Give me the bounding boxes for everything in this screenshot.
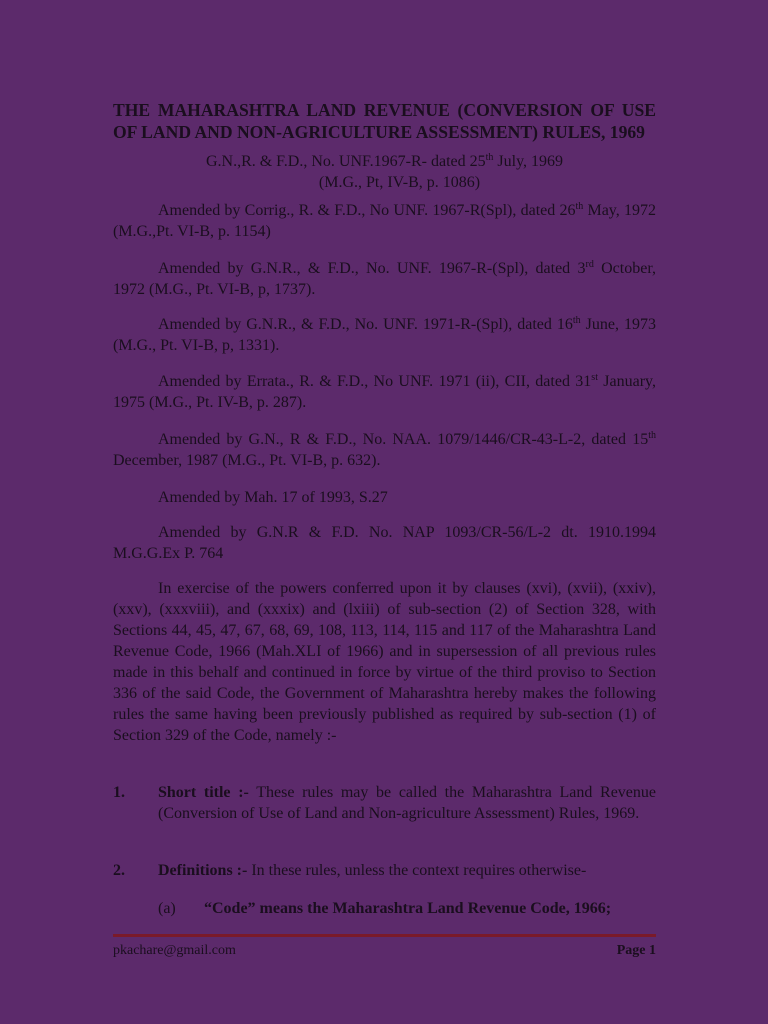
rule-1 (113, 782, 656, 824)
notification-line: G.N.,R. & F.D., No. UNF.1967-R- dated 25th July, 1969 (205, 152, 564, 170)
definition-a-label: (a) (158, 900, 176, 917)
rule-2-body (158, 860, 656, 881)
amendment-1: Amended by Corrig., R. & F.D., No UNF. 1967-R(Spl), dated 26th May, 1972 (M.G.,Pt. VI-B, p. 1154) (113, 201, 656, 240)
definition-a (158, 898, 656, 919)
rule-2-text: In these rules, unless the context requires otherwise- (247, 862, 587, 879)
rule-1-number: 1. (113, 784, 125, 801)
preamble-paragraph: In exercise of the powers conferred upon it by clauses (xvi), (xvii), (xxiv), (xxv), (xxxviii), and (xxxix) and (lxiii) of sub-section (2) of Section 328, with Sections 44, 45, 47, 67, 68, 69, 108, 113, 114, 115 and 117 of the Maharashtra Land Revenue Code, 1966 (Mah.XLI of 1966) and in supersession of all previous rules made in this behalf and continued in force by virtue of the third proviso to Section 336 of the said Code, the Government of Maharashtra hereby makes the following rules the same having been previously published as required by sub-section (1) of Section 329 of the Code, namely :- (113, 580, 656, 744)
amendment-6: Amended by Mah. 17 of 1993, S.27 (158, 489, 388, 506)
rule-2-number: 2. (113, 862, 125, 879)
footer-page-number: Page 1 (616, 943, 656, 958)
amendment-2: Amended by G.N.R., & F.D., No. UNF. 1967-R-(Spl), dated 3rd October, 1972 (M.G., Pt. VI-B, p, 1737). (113, 259, 657, 298)
amendment-4: Amended by Errata., R. & F.D., No UNF. 1971 (ii), CII, dated 31st January, 1975 (M.G., Pt. IV-B, p. 287). (113, 372, 657, 411)
gazette-reference: (M.G., Pt, IV-B, p. 1086) (318, 174, 481, 191)
rule-1-text: These rules may be called the Maharashtra Land Revenue (Conversion of Use of Land and Non-agriculture Assessment) Rules, 1969. (158, 784, 657, 822)
footer-divider (113, 934, 656, 937)
rule-1-body (158, 782, 656, 824)
rule-1-heading: Short title :- (158, 784, 249, 801)
definition-a-text: “Code” means the Maharashtra Land Revenue Code, 1966; (204, 900, 612, 917)
footer-email: pkachare@gmail.com (113, 943, 236, 958)
rule-2 (113, 860, 656, 881)
document-title: THE MAHARASHTRA LAND REVENUE (CONVERSION OF USE OF LAND AND NON-AGRICULTURE ASSESSMENT) RULES, 1969 (113, 100, 656, 142)
amendment-3: Amended by G.N.R., & F.D., No. UNF. 1971-R-(Spl), dated 16th June, 1973 (M.G., Pt. VI-B, p, 1331). (113, 315, 657, 354)
rule-2-heading: Definitions :- (158, 862, 248, 879)
amendment-7: Amended by G.N.R & F.D. No. NAP 1093/CR-56/L-2 dt. 1910.1994 M.G.G.Ex P. 764 (113, 524, 656, 562)
amendment-5: Amended by G.N., R & F.D., No. NAA. 1079/1446/CR-43-L-2, dated 15th December, 1987 (M.G., Pt. VI-B, p. 632). (113, 430, 656, 469)
